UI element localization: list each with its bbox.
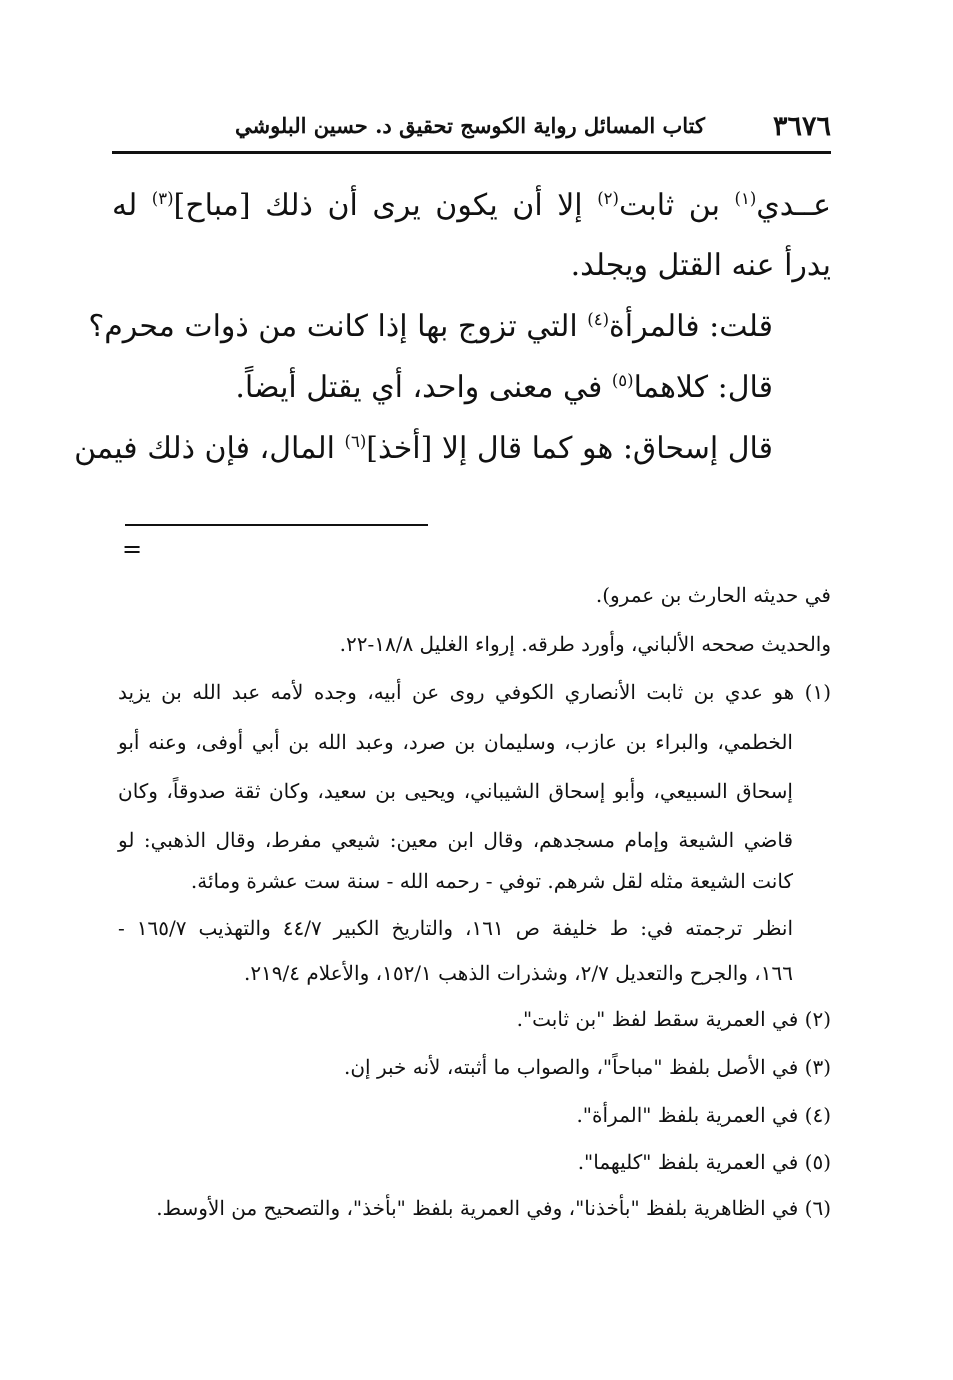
footnote-line: والحديث صححه الألباني، وأورد طرقه. إرواء الغليل ١٨/٨-٢٢. [339, 632, 831, 656]
body-text: في معنى واحد، أي يقتل أيضاً. [235, 370, 612, 405]
footnote-separator [125, 524, 428, 526]
footnote-ref: (٤) [587, 310, 610, 329]
body-line-4 [235, 366, 773, 410]
footnote-3: (٣) في الأصل بلفظ "مباحاً"، والصواب ما أثبته، لأنه خبر إن. [344, 1055, 831, 1079]
header-rule [112, 151, 831, 154]
footnote-line: ١٦٦، والجرح والتعديل ٢/٧، وشذرات الذهب ١٥٢/١، والأعلام ٢١٩/٤. [243, 961, 793, 985]
body-text: بن ثابت [618, 188, 735, 223]
footnote-line: انظر ترجمته في: ط خليفة ص ١٦١، والتاريخ الكبير ٤٤/٧ والتهذيب ١٦٥/٧ - [118, 916, 793, 940]
footnote-line: كانت الشيعة مثله لقل شرهم. توفي - رحمه الله - سنة ست عشرة ومائة. [190, 869, 793, 893]
body-text: قال: كلاهما [633, 370, 773, 405]
footnote-ref: (٥) [611, 371, 634, 390]
footnote-6: (٦) في الظاهرية بلفظ "بأخذنا"، وفي العمرية بلفظ "بأخذ"، والتصحيح من الأوسط. [156, 1196, 831, 1220]
footnote-5: (٥) في العمرية بلفظ "كليهما". [577, 1150, 831, 1174]
footnote-ref: (٢) [597, 189, 619, 208]
body-line-1 [112, 184, 831, 228]
page-number: ٣٦٧٦ [772, 111, 831, 142]
footnote-line: الخطمي، والبراء بن عازب، وسليمان بن صرد، وعبد الله بن أبي أوفى، وعنه أبو [118, 730, 793, 754]
body-text: عــدي [756, 188, 831, 223]
page-header [112, 103, 831, 149]
body-text: له [112, 188, 152, 223]
body-text: قال إسحاق: هو كما قال إلا [أخذ] [366, 431, 773, 466]
footnote-4: (٤) في العمرية بلفظ "المرأة". [576, 1103, 831, 1127]
body-text: المال، فإن ذلك فيمن [74, 431, 345, 466]
footnote-ref: (٦) [344, 432, 367, 451]
footnote-line: في حديثه الحارث بن عمرو). [595, 583, 831, 607]
footnote-line: قاضي الشيعة وإمام مسجدهم، وقال ابن معين: شيعي مفرط، وقال الذهبي: لو [118, 828, 794, 852]
body-line-2: يدرأ عنه القتل ويجلد. [570, 248, 831, 283]
running-title: كتاب المسائل رواية الكوسج تحقيق د. حسين البلوشي [234, 113, 705, 138]
body-line-5 [74, 427, 773, 471]
footnote-continuation-mark: = [122, 535, 143, 563]
footnote-1: (١) هو عدي بن ثابت الأنصاري الكوفي روى عن أبيه، وجده لأمه عبد الله بن يزيد [118, 680, 831, 704]
footnote-ref: (٣) [151, 189, 174, 208]
body-text: إلا أن يكون يرى أن ذلك [مباح] [173, 188, 598, 223]
body-text: قلت: فالمرأة [609, 309, 773, 344]
footnote-2: (٢) في العمرية سقط لفظ "بن ثابت". [516, 1007, 831, 1031]
body-text: التي تزوج بها إذا كانت من ذوات محرم؟ [88, 309, 588, 344]
footnote-line: إسحاق السبيعي، وأبو إسحاق الشيباني، ويحيى بن سعيد، وكان ثقة صدوقاً، وكان [118, 779, 793, 803]
footnote-ref: (١) [734, 189, 757, 208]
body-line-3 [88, 305, 773, 349]
